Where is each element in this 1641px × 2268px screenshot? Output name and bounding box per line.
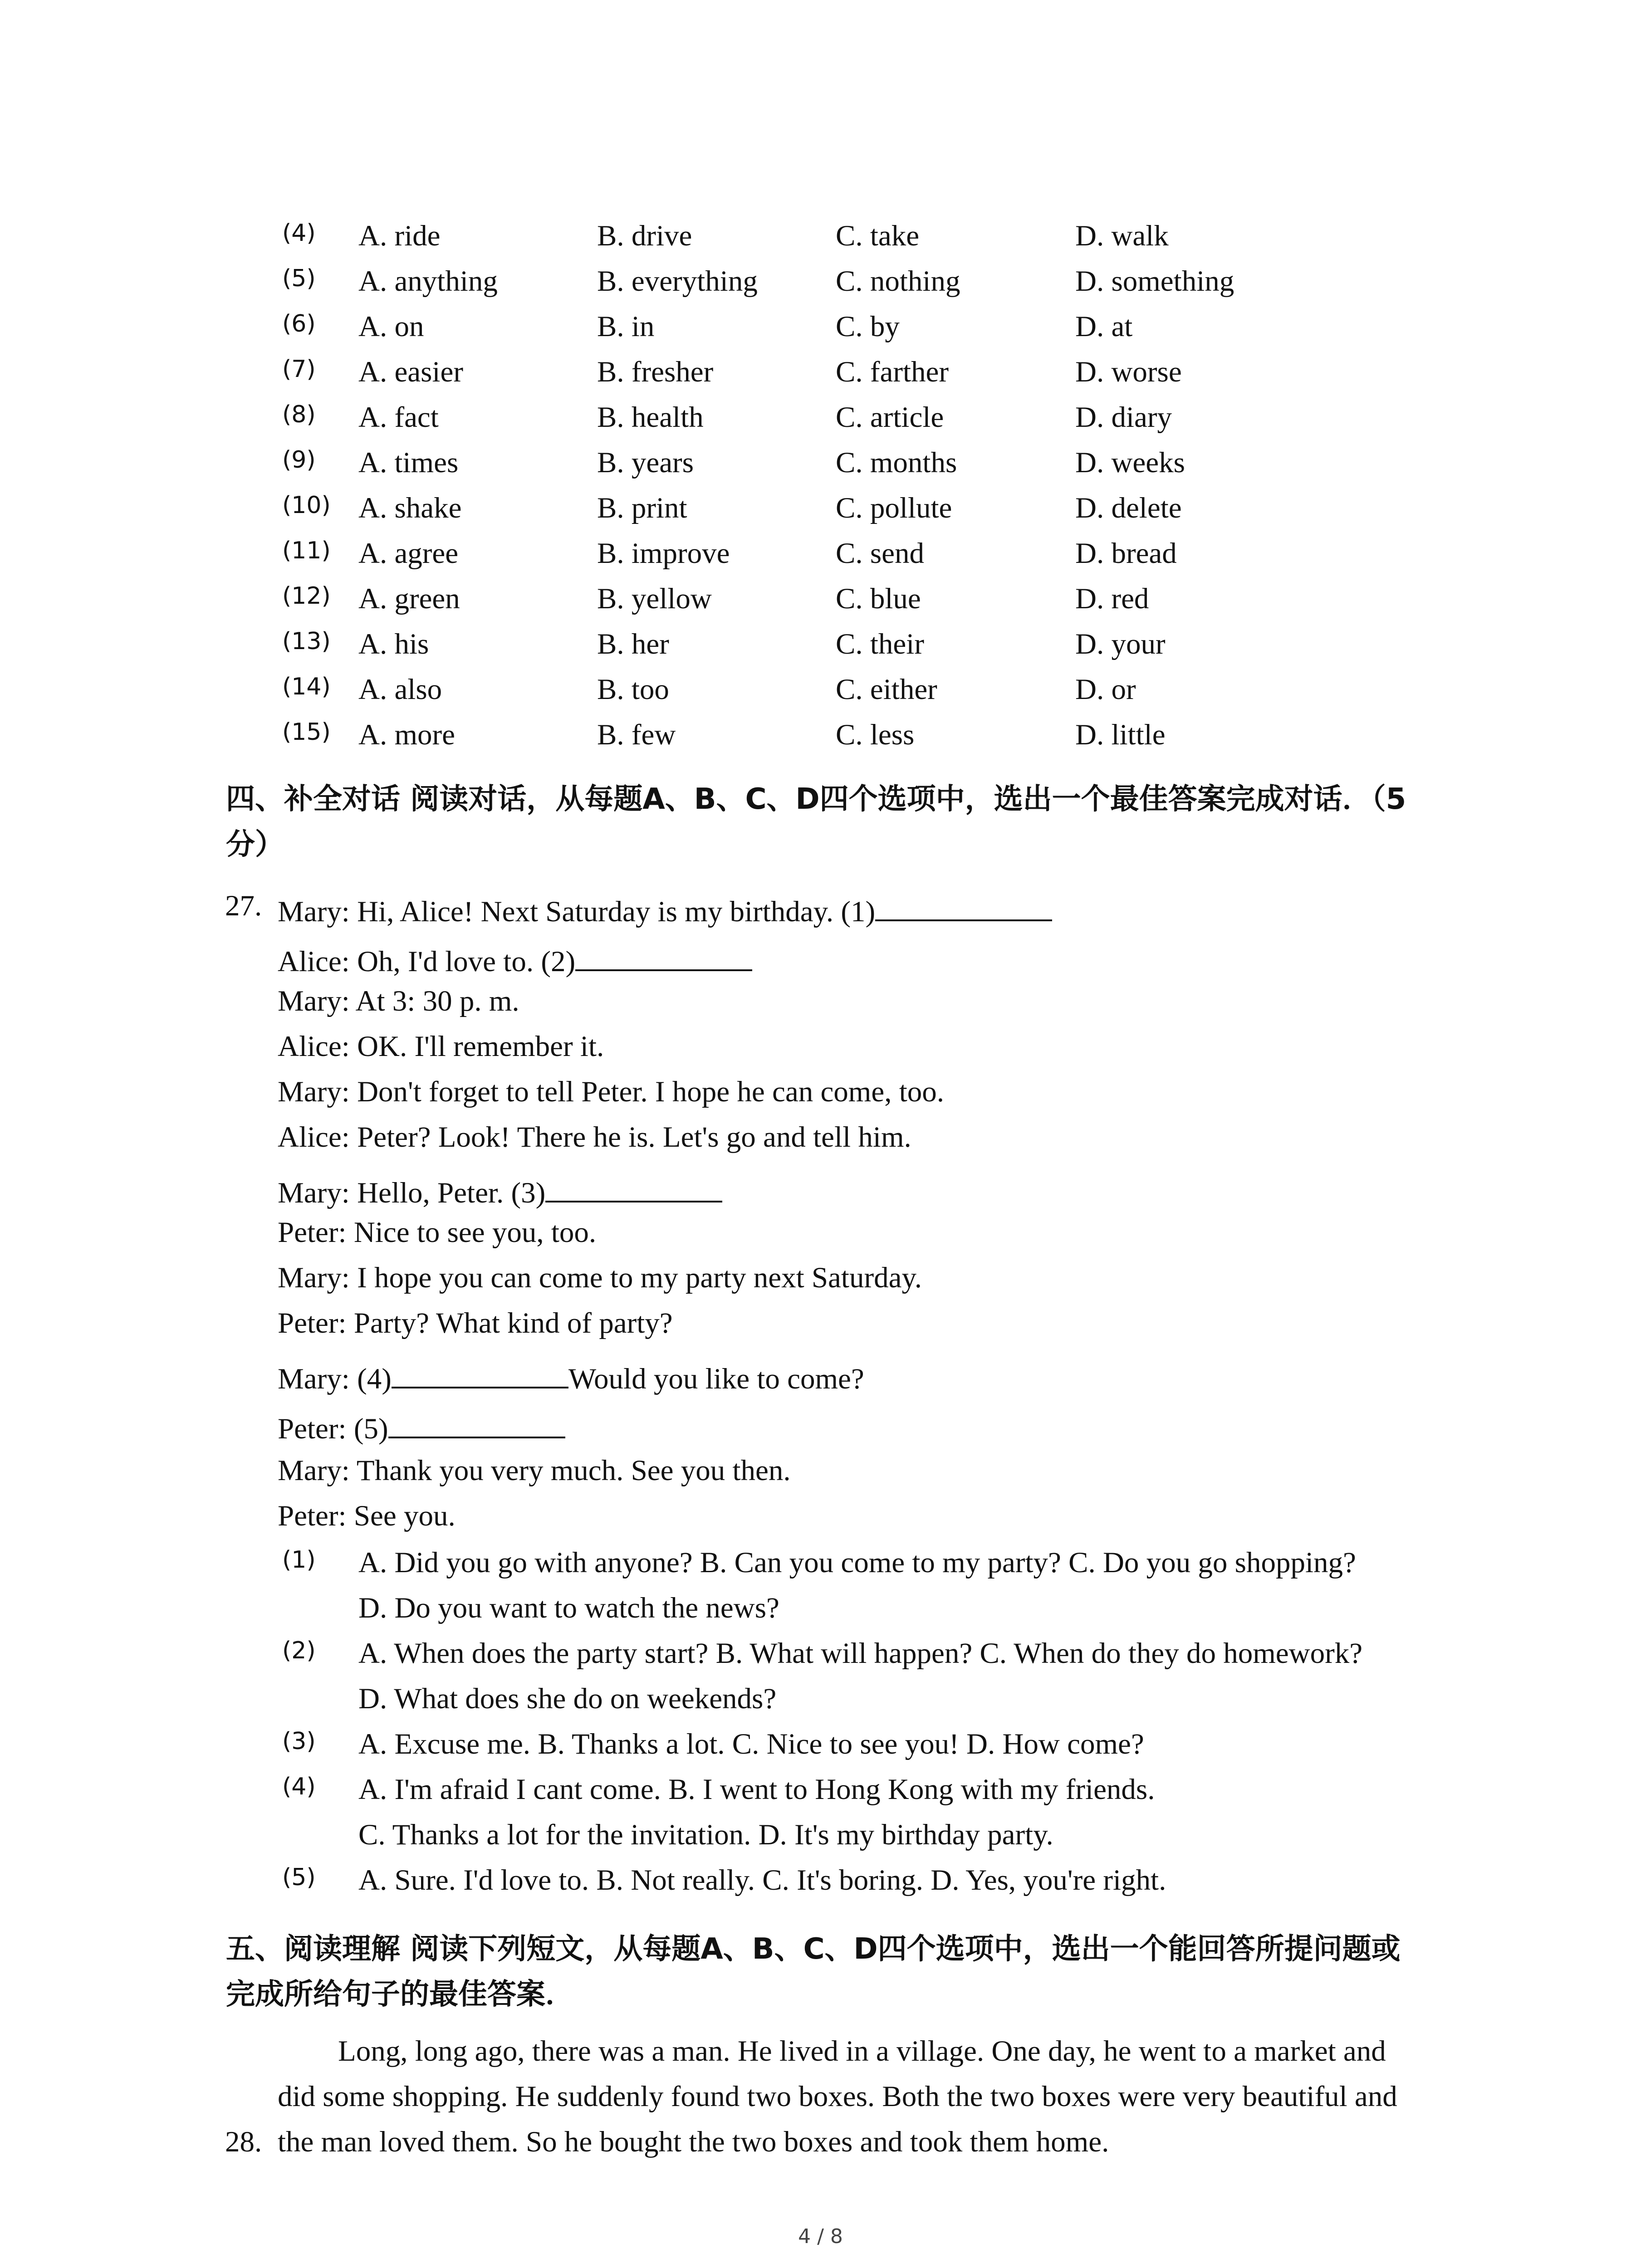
option-d: D. worse	[1075, 356, 1182, 388]
option-line: A. Did you go with anyone? B. Can you come to my party? C. Do you go shopping?	[358, 1546, 1356, 1579]
question-number-28: 28.	[225, 2126, 262, 2158]
option-number: (4)	[282, 1773, 316, 1800]
section5-heading: 五、阅读理解 阅读下列短文，从每题A、B、C、D四个选项中，选出一个能回答所提问题或	[226, 1932, 1401, 1966]
dialogue-line: Peter: Nice to see you, too.	[278, 1216, 597, 1249]
option-c: C. pollute	[836, 492, 952, 524]
option-d: D. your	[1075, 628, 1166, 660]
option-line: D. Do you want to watch the news?	[358, 1592, 779, 1624]
dialogue-line: Mary: At 3: 30 p. m.	[278, 985, 519, 1017]
dialogue-line: Alice: Oh, I'd love to. (2)	[278, 941, 752, 977]
question-number: (11)	[282, 537, 331, 564]
option-d: D. at	[1075, 310, 1133, 343]
option-b: B. drive	[597, 220, 692, 252]
question-number: (5)	[282, 265, 316, 292]
question-number-27: 27.	[225, 890, 262, 922]
dialogue-line: Alice: OK. I'll remember it.	[278, 1030, 604, 1063]
dialogue-line: Peter: Party? What kind of party?	[278, 1307, 673, 1339]
page-number: 4 / 8	[798, 2225, 843, 2248]
option-c: C. blue	[836, 582, 921, 615]
question-number: (8)	[282, 401, 316, 428]
option-line: A. Sure. I'd love to. B. Not really. C. It's boring. D. Yes, you're right.	[358, 1864, 1166, 1897]
option-b: B. too	[597, 673, 669, 706]
option-a: A. green	[358, 582, 460, 615]
question-number: (9)	[282, 446, 316, 474]
dialogue-line: Mary: (4) Would you like to come?	[278, 1359, 864, 1394]
option-b: B. yellow	[597, 582, 712, 615]
option-b: B. print	[597, 492, 687, 524]
option-b: B. years	[597, 446, 694, 479]
question-number: (14)	[282, 673, 331, 700]
section4-heading: 四、补全对话 阅读对话，从每题A、B、C、D四个选项中，选出一个最佳答案完成对话．（5	[226, 782, 1406, 816]
dialogue-line: Mary: I hope you can come to my party next Saturday.	[278, 1261, 922, 1294]
option-a: A. ride	[358, 220, 441, 252]
option-a: A. his	[358, 628, 429, 660]
option-a: A. also	[358, 673, 442, 706]
question-number: (6)	[282, 310, 316, 337]
option-d: D. delete	[1075, 492, 1182, 524]
question-number: (12)	[282, 582, 331, 610]
option-line: C. Thanks a lot for the invitation. D. It's my birthday party.	[358, 1818, 1053, 1851]
option-c: C. either	[836, 673, 937, 706]
option-d: D. bread	[1075, 537, 1177, 570]
option-line: A. Excuse me. B. Thanks a lot. C. Nice to see you! D. How come?	[358, 1728, 1144, 1760]
option-line: D. What does she do on weekends?	[358, 1682, 777, 1715]
option-c: C. take	[836, 220, 920, 252]
option-b: B. her	[597, 628, 669, 660]
option-c: C. months	[836, 446, 957, 479]
answer-blank-3[interactable]	[545, 1173, 722, 1202]
question-number: (15)	[282, 719, 331, 746]
passage-line: Long, long ago, there was a man. He lived in a village. One day, he went to a market and	[338, 2035, 1386, 2068]
option-a: A. easier	[358, 356, 463, 388]
option-number: (2)	[282, 1637, 316, 1664]
option-a: A. fact	[358, 401, 439, 434]
option-line: A. When does the party start? B. What will happen? C. When do they do homework?	[358, 1637, 1363, 1670]
section5-heading-cont: 完成所给句子的最佳答案．	[226, 1978, 574, 2011]
section4-heading-cont: 分）	[226, 828, 284, 861]
option-c: C. article	[836, 401, 944, 434]
option-d: D. diary	[1075, 401, 1172, 434]
option-d: D. little	[1075, 719, 1166, 751]
option-a: A. on	[358, 310, 424, 343]
option-d: D. something	[1075, 265, 1234, 298]
dialogue-line: Peter: (5)	[278, 1408, 565, 1444]
option-b: B. fresher	[597, 356, 714, 388]
option-d: D. or	[1075, 673, 1136, 706]
option-a: A. more	[358, 719, 455, 751]
option-c: C. by	[836, 310, 900, 343]
option-c: C. less	[836, 719, 915, 751]
option-b: B. health	[597, 401, 704, 434]
option-a: A. shake	[358, 492, 462, 524]
dialogue-line: Alice: Peter? Look! There he is. Let's go and tell him.	[278, 1121, 911, 1154]
answer-blank-2[interactable]	[575, 941, 752, 971]
option-number: (1)	[282, 1546, 316, 1574]
answer-blank-5[interactable]	[388, 1408, 565, 1438]
question-number: (10)	[282, 492, 331, 519]
question-number: (4)	[282, 220, 316, 247]
option-b: B. everything	[597, 265, 758, 298]
dialogue-line: Mary: Don't forget to tell Peter. I hope he can come, too.	[278, 1075, 945, 1108]
option-c: C. send	[836, 537, 924, 570]
dialogue-line: Peter: See you.	[278, 1500, 456, 1532]
option-a: A. times	[358, 446, 459, 479]
option-number: (5)	[282, 1864, 316, 1891]
dialogue-line: Mary: Hi, Alice! Next Saturday is my birthday. (1)	[278, 891, 1052, 927]
option-d: D. weeks	[1075, 446, 1185, 479]
option-d: D. walk	[1075, 220, 1169, 252]
dialogue-line: Mary: Hello, Peter. (3)	[278, 1173, 722, 1208]
passage-line: did some shopping. He suddenly found two boxes. Both the two boxes were very beautiful and	[278, 2080, 1397, 2113]
option-c: C. nothing	[836, 265, 960, 298]
passage-line: the man loved them. So he bought the two boxes and took them home.	[278, 2126, 1109, 2158]
option-d: D. red	[1075, 582, 1149, 615]
option-line: A. I'm afraid I cant come. B. I went to Hong Kong with my friends.	[358, 1773, 1155, 1806]
question-number: (7)	[282, 356, 316, 383]
answer-blank-1[interactable]	[875, 891, 1052, 921]
answer-blank-4[interactable]	[392, 1359, 568, 1388]
option-c: C. farther	[836, 356, 949, 388]
option-a: A. agree	[358, 537, 459, 570]
option-c: C. their	[836, 628, 924, 660]
dialogue-line: Mary: Thank you very much. See you then.	[278, 1454, 791, 1487]
option-b: B. few	[597, 719, 676, 751]
option-b: B. in	[597, 310, 655, 343]
option-a: A. anything	[358, 265, 498, 298]
option-b: B. improve	[597, 537, 730, 570]
option-number: (3)	[282, 1728, 316, 1755]
question-number: (13)	[282, 628, 331, 655]
